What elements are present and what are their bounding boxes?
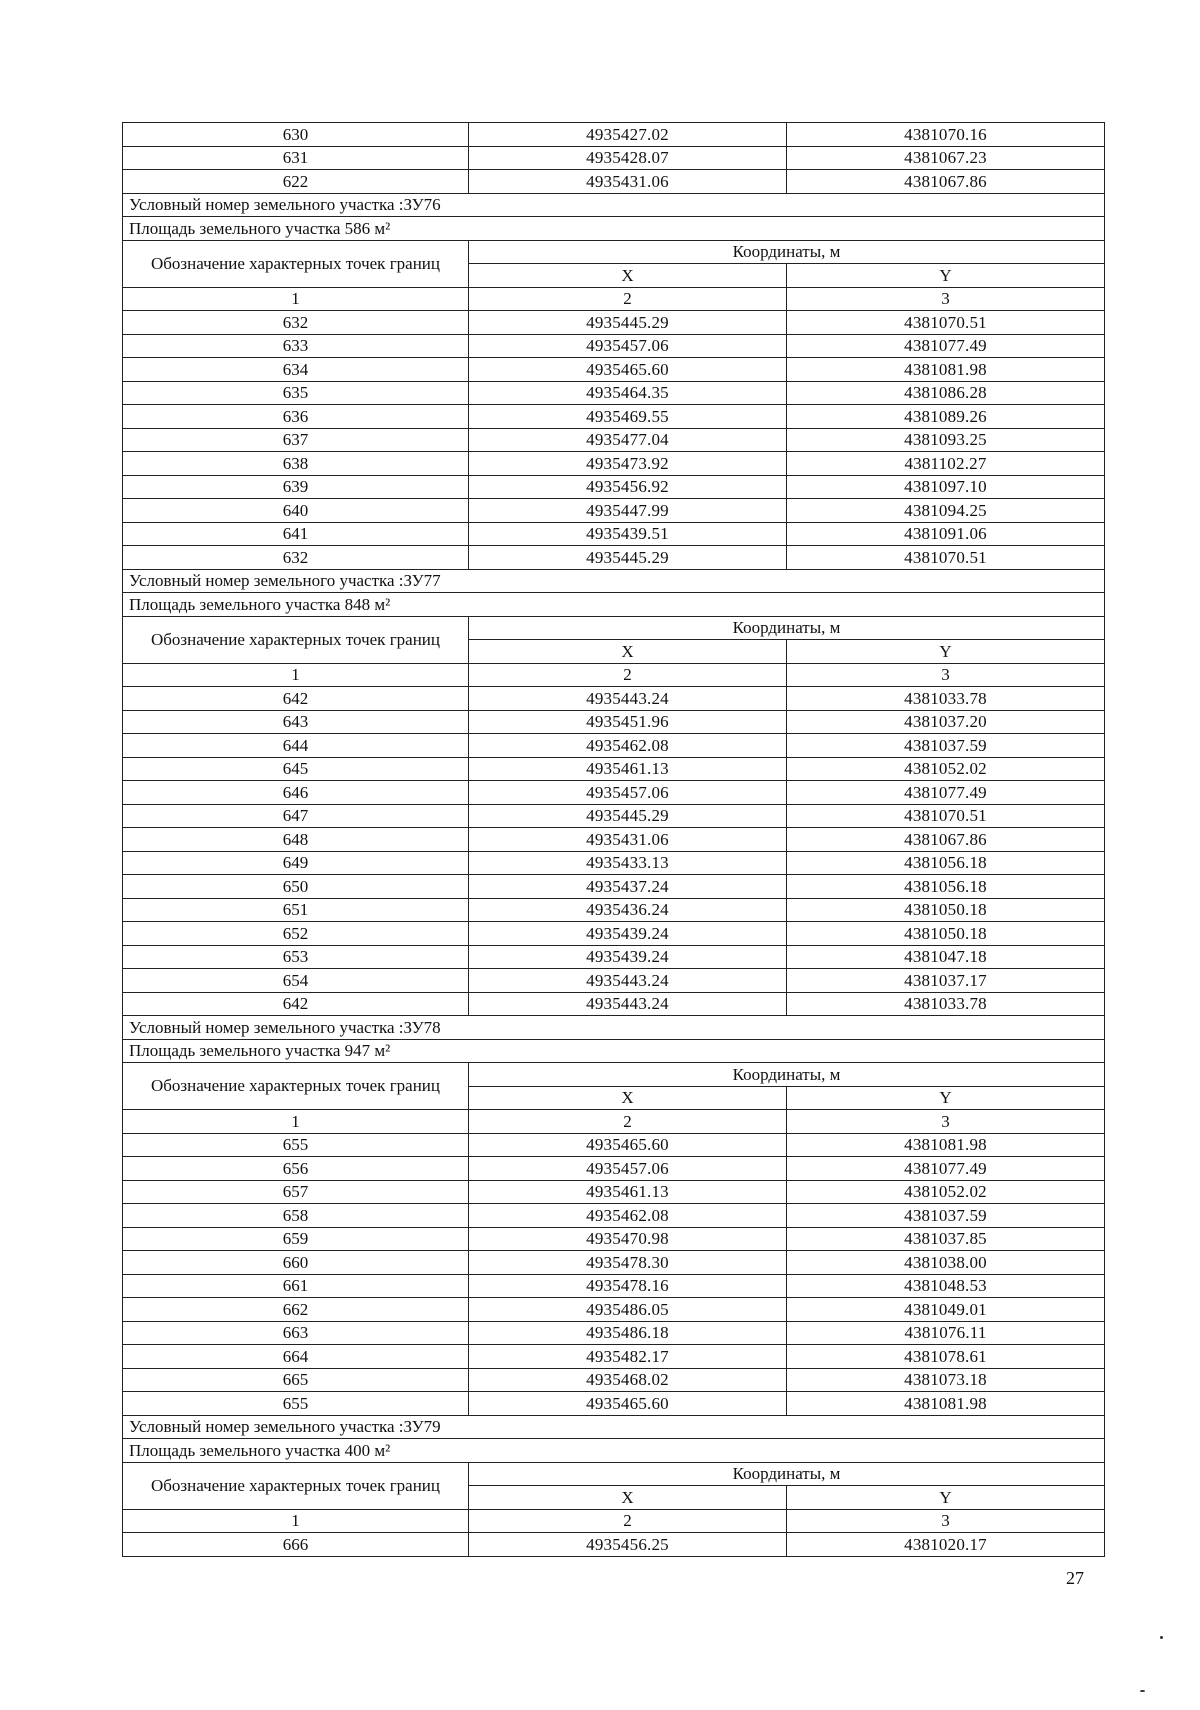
x-coordinate-cell: 4935436.24 [469, 898, 787, 922]
y-coordinate-cell: 4381067.23 [787, 146, 1105, 170]
coordinates-column-header: Координаты, м [469, 1462, 1105, 1486]
x-coordinate-cell: 4935486.05 [469, 1298, 787, 1322]
x-coordinate-cell: 4935443.24 [469, 687, 787, 711]
table-row [123, 1204, 1105, 1228]
point-id-cell: 654 [123, 969, 469, 993]
point-id-cell: 633 [123, 334, 469, 358]
x-coordinate-cell: 4935486.18 [469, 1321, 787, 1345]
table-row [123, 452, 1105, 476]
x-coordinate-cell: 4935469.55 [469, 405, 787, 429]
x-coordinate-cell: 4935462.08 [469, 734, 787, 758]
x-coordinate-cell: 4935445.29 [469, 311, 787, 335]
y-coordinate-cell: 4381077.49 [787, 781, 1105, 805]
column-number: 1 [123, 287, 469, 311]
parcel-area-label: Площадь земельного участка 586 м² [123, 217, 1105, 241]
table-row [123, 475, 1105, 499]
y-coordinate-cell: 4381049.01 [787, 1298, 1105, 1322]
x-coordinate-cell: 4935465.60 [469, 358, 787, 382]
y-coordinate-cell: 4381070.51 [787, 804, 1105, 828]
point-id-cell: 658 [123, 1204, 469, 1228]
point-id-cell: 642 [123, 992, 469, 1016]
table-row [123, 922, 1105, 946]
x-coordinate-cell: 4935433.13 [469, 851, 787, 875]
coordinates-table [122, 122, 1105, 1557]
y-column-header: Y [787, 640, 1105, 664]
x-coordinate-cell: 4935468.02 [469, 1368, 787, 1392]
table-row [123, 828, 1105, 852]
y-coordinate-cell: 4381037.20 [787, 710, 1105, 734]
point-id-cell: 632 [123, 311, 469, 335]
x-coordinate-cell: 4935456.25 [469, 1533, 787, 1557]
point-id-cell: 641 [123, 522, 469, 546]
y-column-header: Y [787, 264, 1105, 288]
table-row [123, 1345, 1105, 1369]
y-coordinate-cell: 4381067.86 [787, 828, 1105, 852]
y-coordinate-cell: 4381091.06 [787, 522, 1105, 546]
x-coordinate-cell: 4935473.92 [469, 452, 787, 476]
x-coordinate-cell: 4935465.60 [469, 1392, 787, 1416]
header-row [123, 616, 1105, 640]
y-coordinate-cell: 4381070.16 [787, 123, 1105, 147]
points-column-header: Обозначение характерных точек границ [123, 240, 469, 287]
point-id-cell: 636 [123, 405, 469, 429]
column-number-row [123, 1110, 1105, 1134]
parcel-title-row [123, 569, 1105, 593]
parcel-number-label: Условный номер земельного участка :ЗУ79 [123, 1415, 1105, 1439]
x-coordinate-cell: 4935461.13 [469, 757, 787, 781]
y-coordinate-cell: 4381020.17 [787, 1533, 1105, 1557]
y-coordinate-cell: 4381037.59 [787, 1204, 1105, 1228]
y-column-header: Y [787, 1486, 1105, 1510]
point-id-cell: 634 [123, 358, 469, 382]
point-id-cell: 647 [123, 804, 469, 828]
x-coordinate-cell: 4935470.98 [469, 1227, 787, 1251]
column-number-row [123, 1509, 1105, 1533]
x-coordinate-cell: 4935464.35 [469, 381, 787, 405]
y-coordinate-cell: 4381081.98 [787, 358, 1105, 382]
table-row [123, 1180, 1105, 1204]
x-coordinate-cell: 4935478.16 [469, 1274, 787, 1298]
column-number: 1 [123, 1110, 469, 1134]
point-id-cell: 635 [123, 381, 469, 405]
point-id-cell: 648 [123, 828, 469, 852]
point-id-cell: 651 [123, 898, 469, 922]
table-row [123, 1321, 1105, 1345]
table-row [123, 358, 1105, 382]
x-coordinate-cell: 4935445.29 [469, 546, 787, 570]
table-row [123, 428, 1105, 452]
table-row [123, 687, 1105, 711]
x-coordinate-cell: 4935431.06 [469, 828, 787, 852]
point-id-cell: 638 [123, 452, 469, 476]
x-column-header: X [469, 1486, 787, 1510]
parcel-area-row [123, 1439, 1105, 1463]
point-id-cell: 661 [123, 1274, 469, 1298]
table-row [123, 311, 1105, 335]
page-number: 27 [1066, 1568, 1084, 1588]
x-coordinate-cell: 4935428.07 [469, 146, 787, 170]
y-coordinate-cell: 4381056.18 [787, 875, 1105, 899]
points-column-header: Обозначение характерных точек границ [123, 1063, 469, 1110]
y-coordinate-cell: 4381056.18 [787, 851, 1105, 875]
parcel-number-label: Условный номер земельного участка :ЗУ78 [123, 1016, 1105, 1040]
table-row [123, 499, 1105, 523]
point-id-cell: 632 [123, 546, 469, 570]
table-row [123, 1157, 1105, 1181]
y-coordinate-cell: 4381073.18 [787, 1368, 1105, 1392]
point-id-cell: 645 [123, 757, 469, 781]
table-row [123, 1227, 1105, 1251]
point-id-cell: 637 [123, 428, 469, 452]
y-coordinate-cell: 4381037.17 [787, 969, 1105, 993]
column-number-row [123, 663, 1105, 687]
point-id-cell: 642 [123, 687, 469, 711]
point-id-cell: 662 [123, 1298, 469, 1322]
parcel-title-row [123, 1415, 1105, 1439]
y-coordinate-cell: 4381070.51 [787, 311, 1105, 335]
table-row [123, 781, 1105, 805]
table-row [123, 405, 1105, 429]
x-coordinate-cell: 4935447.99 [469, 499, 787, 523]
table-row [123, 1368, 1105, 1392]
x-coordinate-cell: 4935482.17 [469, 1345, 787, 1369]
y-coordinate-cell: 4381076.11 [787, 1321, 1105, 1345]
point-id-cell: 653 [123, 945, 469, 969]
column-number: 2 [469, 287, 787, 311]
column-number: 3 [787, 1509, 1105, 1533]
x-coordinate-cell: 4935427.02 [469, 123, 787, 147]
y-coordinate-cell: 4381097.10 [787, 475, 1105, 499]
column-number: 2 [469, 663, 787, 687]
y-coordinate-cell: 4381077.49 [787, 1157, 1105, 1181]
point-id-cell: 656 [123, 1157, 469, 1181]
coordinates-column-header: Координаты, м [469, 240, 1105, 264]
y-coordinate-cell: 4381093.25 [787, 428, 1105, 452]
x-coordinate-cell: 4935456.92 [469, 475, 787, 499]
point-id-cell: 664 [123, 1345, 469, 1369]
y-coordinate-cell: 4381077.49 [787, 334, 1105, 358]
x-coordinate-cell: 4935439.24 [469, 945, 787, 969]
point-id-cell: 655 [123, 1392, 469, 1416]
x-coordinate-cell: 4935439.51 [469, 522, 787, 546]
point-id-cell: 665 [123, 1368, 469, 1392]
x-coordinate-cell: 4935437.24 [469, 875, 787, 899]
column-number-row [123, 287, 1105, 311]
scan-speck [1140, 1690, 1145, 1692]
table-row [123, 734, 1105, 758]
column-number: 3 [787, 287, 1105, 311]
coordinates-column-header: Координаты, м [469, 1063, 1105, 1087]
point-id-cell: 643 [123, 710, 469, 734]
table-row [123, 992, 1105, 1016]
y-coordinate-cell: 4381089.26 [787, 405, 1105, 429]
x-coordinate-cell: 4935477.04 [469, 428, 787, 452]
x-coordinate-cell: 4935462.08 [469, 1204, 787, 1228]
column-number: 2 [469, 1509, 787, 1533]
table-row [123, 1274, 1105, 1298]
y-coordinate-cell: 4381070.51 [787, 546, 1105, 570]
y-coordinate-cell: 4381038.00 [787, 1251, 1105, 1275]
x-column-header: X [469, 640, 787, 664]
parcel-area-row [123, 217, 1105, 241]
parcel-area-row [123, 593, 1105, 617]
y-coordinate-cell: 4381047.18 [787, 945, 1105, 969]
x-coordinate-cell: 4935465.60 [469, 1133, 787, 1157]
x-column-header: X [469, 1086, 787, 1110]
x-coordinate-cell: 4935445.29 [469, 804, 787, 828]
y-coordinate-cell: 4381102.27 [787, 452, 1105, 476]
table-row [123, 522, 1105, 546]
x-coordinate-cell: 4935439.24 [469, 922, 787, 946]
parcel-number-label: Условный номер земельного участка :ЗУ76 [123, 193, 1105, 217]
header-row [123, 240, 1105, 264]
x-coordinate-cell: 4935457.06 [469, 334, 787, 358]
table-row [123, 170, 1105, 194]
x-coordinate-cell: 4935457.06 [469, 781, 787, 805]
point-id-cell: 640 [123, 499, 469, 523]
parcel-title-row [123, 193, 1105, 217]
point-id-cell: 631 [123, 146, 469, 170]
header-row [123, 1063, 1105, 1087]
y-coordinate-cell: 4381052.02 [787, 757, 1105, 781]
y-coordinate-cell: 4381050.18 [787, 898, 1105, 922]
point-id-cell: 630 [123, 123, 469, 147]
x-column-header: X [469, 264, 787, 288]
table-row [123, 898, 1105, 922]
y-coordinate-cell: 4381086.28 [787, 381, 1105, 405]
table-row [123, 146, 1105, 170]
table-row [123, 1251, 1105, 1275]
column-number: 3 [787, 663, 1105, 687]
parcel-number-label: Условный номер земельного участка :ЗУ77 [123, 569, 1105, 593]
y-coordinate-cell: 4381050.18 [787, 922, 1105, 946]
y-coordinate-cell: 4381094.25 [787, 499, 1105, 523]
point-id-cell: 639 [123, 475, 469, 499]
y-coordinate-cell: 4381081.98 [787, 1392, 1105, 1416]
y-coordinate-cell: 4381052.02 [787, 1180, 1105, 1204]
y-coordinate-cell: 4381048.53 [787, 1274, 1105, 1298]
x-coordinate-cell: 4935431.06 [469, 170, 787, 194]
point-id-cell: 649 [123, 851, 469, 875]
points-column-header: Обозначение характерных точек границ [123, 616, 469, 663]
table-row [123, 851, 1105, 875]
table-row [123, 757, 1105, 781]
table-row [123, 710, 1105, 734]
x-coordinate-cell: 4935443.24 [469, 992, 787, 1016]
table-row [123, 1392, 1105, 1416]
table-row [123, 969, 1105, 993]
coordinates-column-header: Координаты, м [469, 616, 1105, 640]
point-id-cell: 666 [123, 1533, 469, 1557]
table-row [123, 1533, 1105, 1557]
y-coordinate-cell: 4381081.98 [787, 1133, 1105, 1157]
header-row [123, 1462, 1105, 1486]
y-coordinate-cell: 4381037.85 [787, 1227, 1105, 1251]
parcel-area-label: Площадь земельного участка 848 м² [123, 593, 1105, 617]
table-row [123, 1298, 1105, 1322]
y-coordinate-cell: 4381078.61 [787, 1345, 1105, 1369]
parcel-area-label: Площадь земельного участка 400 м² [123, 1439, 1105, 1463]
y-coordinate-cell: 4381033.78 [787, 687, 1105, 711]
point-id-cell: 663 [123, 1321, 469, 1345]
x-coordinate-cell: 4935461.13 [469, 1180, 787, 1204]
point-id-cell: 655 [123, 1133, 469, 1157]
table-row [123, 546, 1105, 570]
parcel-title-row [123, 1016, 1105, 1040]
parcel-area-row [123, 1039, 1105, 1063]
table-row [123, 381, 1105, 405]
y-coordinate-cell: 4381067.86 [787, 170, 1105, 194]
x-coordinate-cell: 4935451.96 [469, 710, 787, 734]
y-column-header: Y [787, 1086, 1105, 1110]
x-coordinate-cell: 4935443.24 [469, 969, 787, 993]
column-number: 1 [123, 1509, 469, 1533]
y-coordinate-cell: 4381033.78 [787, 992, 1105, 1016]
points-column-header: Обозначение характерных точек границ [123, 1462, 469, 1509]
table-row [123, 1133, 1105, 1157]
x-coordinate-cell: 4935478.30 [469, 1251, 787, 1275]
point-id-cell: 646 [123, 781, 469, 805]
point-id-cell: 659 [123, 1227, 469, 1251]
column-number: 2 [469, 1110, 787, 1134]
table-row [123, 804, 1105, 828]
point-id-cell: 622 [123, 170, 469, 194]
scan-speck [1160, 1636, 1163, 1639]
parcel-area-label: Площадь земельного участка 947 м² [123, 1039, 1105, 1063]
point-id-cell: 644 [123, 734, 469, 758]
table-row [123, 123, 1105, 147]
table-row [123, 945, 1105, 969]
table-row [123, 875, 1105, 899]
y-coordinate-cell: 4381037.59 [787, 734, 1105, 758]
column-number: 3 [787, 1110, 1105, 1134]
column-number: 1 [123, 663, 469, 687]
table-row [123, 334, 1105, 358]
point-id-cell: 650 [123, 875, 469, 899]
point-id-cell: 657 [123, 1180, 469, 1204]
coordinates-table-body [123, 123, 1105, 1557]
x-coordinate-cell: 4935457.06 [469, 1157, 787, 1181]
point-id-cell: 652 [123, 922, 469, 946]
point-id-cell: 660 [123, 1251, 469, 1275]
